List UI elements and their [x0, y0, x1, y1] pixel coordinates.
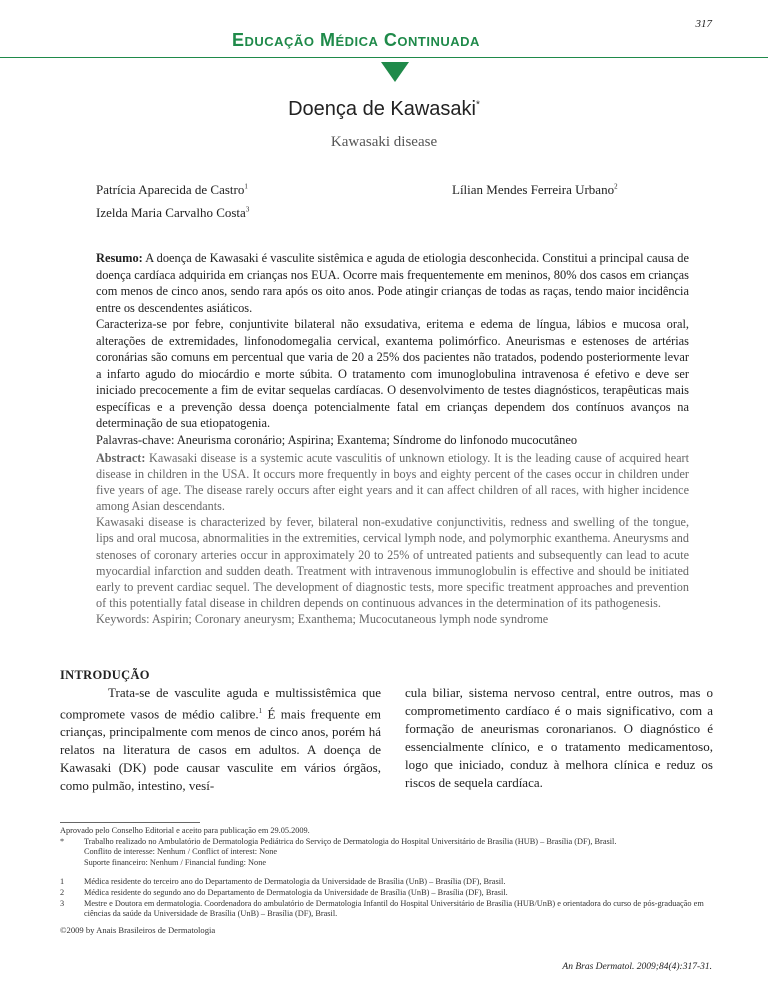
resumo-keywords: Palavras-chave: Aneurisma coronário; Aspirina; Exantema; Síndrome do linfonodo mucocutâneo	[96, 432, 578, 447]
footnote	[60, 837, 720, 848]
footnote-divider	[60, 822, 200, 823]
footnote-approved: Aprovado pelo Conselho Editorial e aceito para publicação em 29.05.2009.	[60, 826, 310, 835]
footnote-text: Trabalho realizado no Ambulatório de Dermatologia Pediátrica do Serviço de Dermatologia do Hospital Universitário de Brasília (HUB) – Brasília (DF), Brasil.	[84, 836, 617, 846]
resumo-paragraph: Caracteriza-se por febre, conjuntivite bilateral não exsudativa, eritema e edema de língua, lábios e mucosa oral, alterações de extremidades, linfonodomegalia cervical, exantema polimórfico. Aneurismas e estenoses de artérias coronárias são comuns em percentual que varia de 20 a 25% dos pacientes não tratados, podendo posteriormente levar a infarto agudo do miocárdio e morte súbita. O tratamento com imunoglobulina intravenosa é efetivo e deve ser iniciado precocemente a fim de evitar sequelas cardíacas. O desenvolvimento de testes diagnósticos, terapêuticas mais específicas e a prevenção dessa doença potencialmente fatal em crianças dependem dos contínuos avanços na determinação de sua etiopatogenia.	[96, 317, 689, 430]
triangle-down-icon	[381, 62, 409, 82]
abstract-label: Abstract:	[96, 451, 146, 465]
author	[96, 205, 249, 221]
footnote-mark: *	[60, 836, 65, 846]
abstract-text: Kawasaki disease is a systemic acute vasculitis of unknown etiology. It is the leading cause of acquired heart disease in children in the USA. It occurs more frequently in boys and eighty percent of the cases occur in children under five years of age. The disease rarely occurs after eight years and it can affect children of all races, with higher incidence among Asian descendants.	[96, 451, 689, 514]
footnote-text: Mestre e Doutora em dermatologia. Coordenadora do ambulatório de Dermatologia Infantil do Hospital Universitário de Brasília (HUB/UnB) e orientadora do curso de pós-graduação em ciências da saúde da Universidade de Brasília (UnB) – Brasília (DF), Brasil.	[84, 898, 704, 919]
body-text: Trata-se de vasculite aguda e multissistêmica que compromete vasos de médio calibre.	[60, 685, 381, 722]
footnote-affiliation	[60, 899, 720, 920]
footnote-text: Médica residente do terceiro ano do Departamento de Dermatologia da Universidade de Brasília (UnB) – Brasília (DF), Brasil.	[84, 877, 506, 887]
footnotes	[60, 826, 720, 920]
body-column-right	[405, 684, 713, 792]
author-name: Izelda Maria Carvalho Costa	[96, 205, 246, 220]
footnote-mark: 3	[60, 898, 65, 908]
footnote-conflict: Conflito de interesse: Nenhum / Conflict of interest: None	[84, 847, 278, 857]
author-name: Patrícia Aparecida de Castro	[96, 182, 245, 197]
footnote-text: Médica residente do segundo ano do Departamento de Dermatologia da Universidade de Brasília (UnB) – Brasília (DF), Brasil.	[84, 887, 508, 897]
author	[96, 182, 248, 198]
resumo-text: A doença de Kawasaki é vasculite sistêmica e aguda de etiologia desconhecida. Constitui a principal causa de doença cardíaca adquirida em crianças nos EUA. Ocorre mais frequentemente em meninos, 80% dos casos em crianças com menos de cinco anos, sendo rara após os oito anos. Pode atingir crianças de todas as raças, tendo maior incidência entre os descendentes asiáticos.	[96, 251, 689, 315]
abstract-paragraph	[96, 450, 689, 514]
reference-mark: 1	[258, 707, 263, 715]
article-subtitle: Kawasaki disease	[330, 134, 438, 150]
section-title: Educação Médica Continuada	[232, 30, 480, 50]
abstract-keywords: Keywords: Aspirin; Coronary aneurysm; Exanthema; Mucocutaneous lymph node syndrome	[96, 611, 549, 626]
header-divider	[0, 57, 768, 58]
title-footnote-mark: *	[475, 99, 480, 111]
body-column-left	[60, 684, 381, 795]
footnote-affiliation	[60, 877, 720, 888]
spacer	[60, 868, 720, 877]
article-title-text: Doença de Kawasaki	[288, 98, 476, 120]
journal-citation: An Bras Dermatol. 2009;84(4):317-31.	[562, 962, 712, 972]
body-paragraph: cula biliar, sistema nervoso central, entre outros, mas o comprometimento cardíaco é o mais significativo, com a formação de aneurismas coronarianos. O diagnóstico é essencialmente clínico, e o tratamento medicamentoso, logo que iniciado, conduz à melhora clínica e reduz os riscos de sequela cardíaca.	[405, 685, 713, 790]
author	[452, 182, 618, 198]
abstract-block	[96, 450, 689, 627]
article-title	[0, 98, 768, 121]
resumo-paragraph	[96, 250, 689, 316]
author-name: Lílian Mendes Ferreira Urbano	[452, 182, 615, 197]
resumo-block	[96, 250, 689, 448]
copyright-notice: ©2009 by Anais Brasileiros de Dermatologia	[60, 925, 216, 935]
body-text: É mais frequente em crianças, principalmente com menos de cinco anos, porém há relatos na literatura de casos em adultos. A doença de Kawasaki (DK) pode causar vasculite em vários órgãos, como pulmão, intestino, vesí-	[60, 706, 381, 794]
author-affiliation-mark: 3	[245, 205, 250, 214]
author-affiliation-mark: 2	[614, 182, 618, 191]
footnote-mark: 2	[60, 887, 65, 897]
footnote-affiliation	[60, 888, 720, 899]
body-paragraph	[60, 684, 381, 795]
footnote-mark: 1	[60, 877, 65, 887]
resumo-label: Resumo:	[96, 251, 143, 265]
section-heading: INTRODUÇÃO	[60, 668, 150, 682]
footnote-funding: Suporte financeiro: Nenhum / Financial funding: None	[84, 857, 267, 867]
author-affiliation-mark: 1	[244, 182, 248, 191]
abstract-paragraph: Kawasaki disease is characterized by fever, bilateral non-exudative conjunctivitis, redness and swelling of the tongue, lips and oral mucosa, abnormalities in the extremities, cervical lymph node, and polymorphic exanthema. Aneurysms and stenoses of coronary arteries occur in approximately 20 to 25% of untreated patients and subsequently can lead to acute myocardial infarction and sudden death. Treatment with intravenous immunoglobulin is effective and should be initiated early to prevent cardiac sequel. The development of diagnostic tests, more specific treatment approaches and prevention of this potentially fatal disease in children depends on continuous advances in the determination of its pathogenesis.	[96, 515, 689, 610]
page-number: 317	[695, 18, 712, 30]
